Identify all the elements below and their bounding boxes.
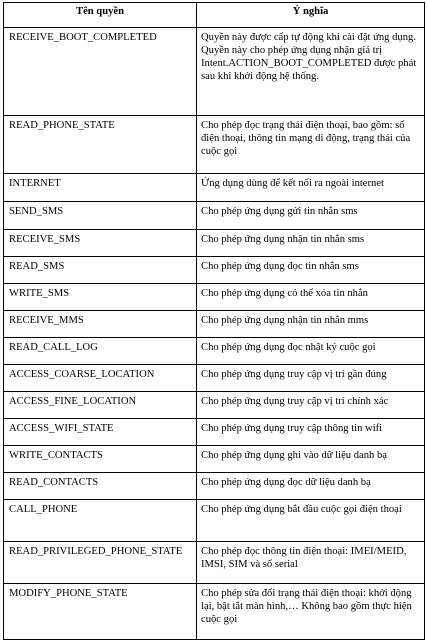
permission-meaning: Cho phép ứng dụng có thể xóa tin nhắn	[197, 284, 425, 311]
permission-meaning: Cho phép ứng dụng bắt đầu cuộc gọi điện thoại	[197, 500, 425, 542]
table-row	[4, 392, 425, 419]
permission-meaning: Cho phép ứng dụng ghi vào dữ liệu danh bạ	[197, 446, 425, 473]
table-row	[4, 446, 425, 473]
permission-name: ACCESS_COARSE_LOCATION	[4, 365, 197, 392]
permission-meaning: Cho phép ứng dụng truy cập vị trí chính xác	[197, 392, 425, 419]
permission-name: ACCESS_FINE_LOCATION	[4, 392, 197, 419]
table-row	[4, 116, 425, 174]
permission-name: READ_PRIVILEGED_PHONE_STATE	[4, 542, 197, 584]
permission-name: SEND_SMS	[4, 202, 197, 230]
permission-meaning: Cho phép ứng dụng truy cập vị trí gần đúng	[197, 365, 425, 392]
table-row	[4, 174, 425, 202]
permission-name: RECEIVE_BOOT_COMPLETED	[4, 28, 197, 116]
permission-meaning: Cho phép sửa đổi trạng thái điện thoại: khởi động lại, bật tắt màn hình,… Không bao gồm thực hiện cuộc gọi	[197, 584, 425, 640]
permission-name: INTERNET	[4, 174, 197, 202]
permission-name: READ_PHONE_STATE	[4, 116, 197, 174]
permission-meaning: Ứng dụng dùng để kết nối ra ngoài internet	[197, 174, 425, 202]
permission-name: RECEIVE_SMS	[4, 230, 197, 257]
table-row	[4, 28, 425, 116]
permission-meaning: Cho phép ứng dụng gửi tin nhắn sms	[197, 202, 425, 230]
permission-name: READ_CONTACTS	[4, 473, 197, 500]
table-row	[4, 365, 425, 392]
permission-meaning: Cho phép đọc thông tin điện thoại: IMEI/MEID, IMSI, SIM và số serial	[197, 542, 425, 584]
permission-name: CALL_PHONE	[4, 500, 197, 542]
table-row	[4, 542, 425, 584]
table-row	[4, 473, 425, 500]
table-row	[4, 584, 425, 640]
permission-name: WRITE_CONTACTS	[4, 446, 197, 473]
permission-name: ACCESS_WIFI_STATE	[4, 419, 197, 446]
table-body	[4, 28, 425, 640]
table-row	[4, 202, 425, 230]
table-row	[4, 311, 425, 338]
permission-meaning: Cho phép ứng dụng truy cập thông tin wifi	[197, 419, 425, 446]
permission-name: MODIFY_PHONE_STATE	[4, 584, 197, 640]
permission-meaning: Cho phép ứng dụng nhận tin nhắn mms	[197, 311, 425, 338]
header-meaning: Ý nghĩa	[197, 3, 425, 28]
table-row	[4, 230, 425, 257]
permission-name: WRITE_SMS	[4, 284, 197, 311]
permission-meaning: Cho phép ứng dụng đọc dữ liệu danh bạ	[197, 473, 425, 500]
header-permission-name: Tên quyền	[4, 3, 197, 28]
table-row	[4, 419, 425, 446]
table-header-row	[4, 3, 425, 28]
table-row	[4, 284, 425, 311]
permission-meaning: Cho phép ứng dụng đọc tin nhắn sms	[197, 257, 425, 284]
permission-name: RECEIVE_MMS	[4, 311, 197, 338]
permissions-table	[3, 2, 425, 640]
table-row	[4, 500, 425, 542]
table-row	[4, 338, 425, 365]
permission-meaning: Cho phép đọc trạng thái điện thoại, bao gồm: số điện thoại, thông tin mạng di động, trạng thái của cuộc gọi	[197, 116, 425, 174]
permission-meaning: Cho phép ứng dụng đọc nhật ký cuộc gọi	[197, 338, 425, 365]
permission-meaning: Quyền này được cấp tự động khi cài đặt ứng dụng. Quyền này cho phép ứng dụng nhận giá trị Intent.ACTION_BOOT_COMPLETED được phát sau khi khởi động hệ thống.	[197, 28, 425, 116]
table-row	[4, 257, 425, 284]
permission-name: READ_CALL_LOG	[4, 338, 197, 365]
permission-meaning: Cho phép ứng dụng nhận tin nhắn sms	[197, 230, 425, 257]
permission-name: READ_SMS	[4, 257, 197, 284]
